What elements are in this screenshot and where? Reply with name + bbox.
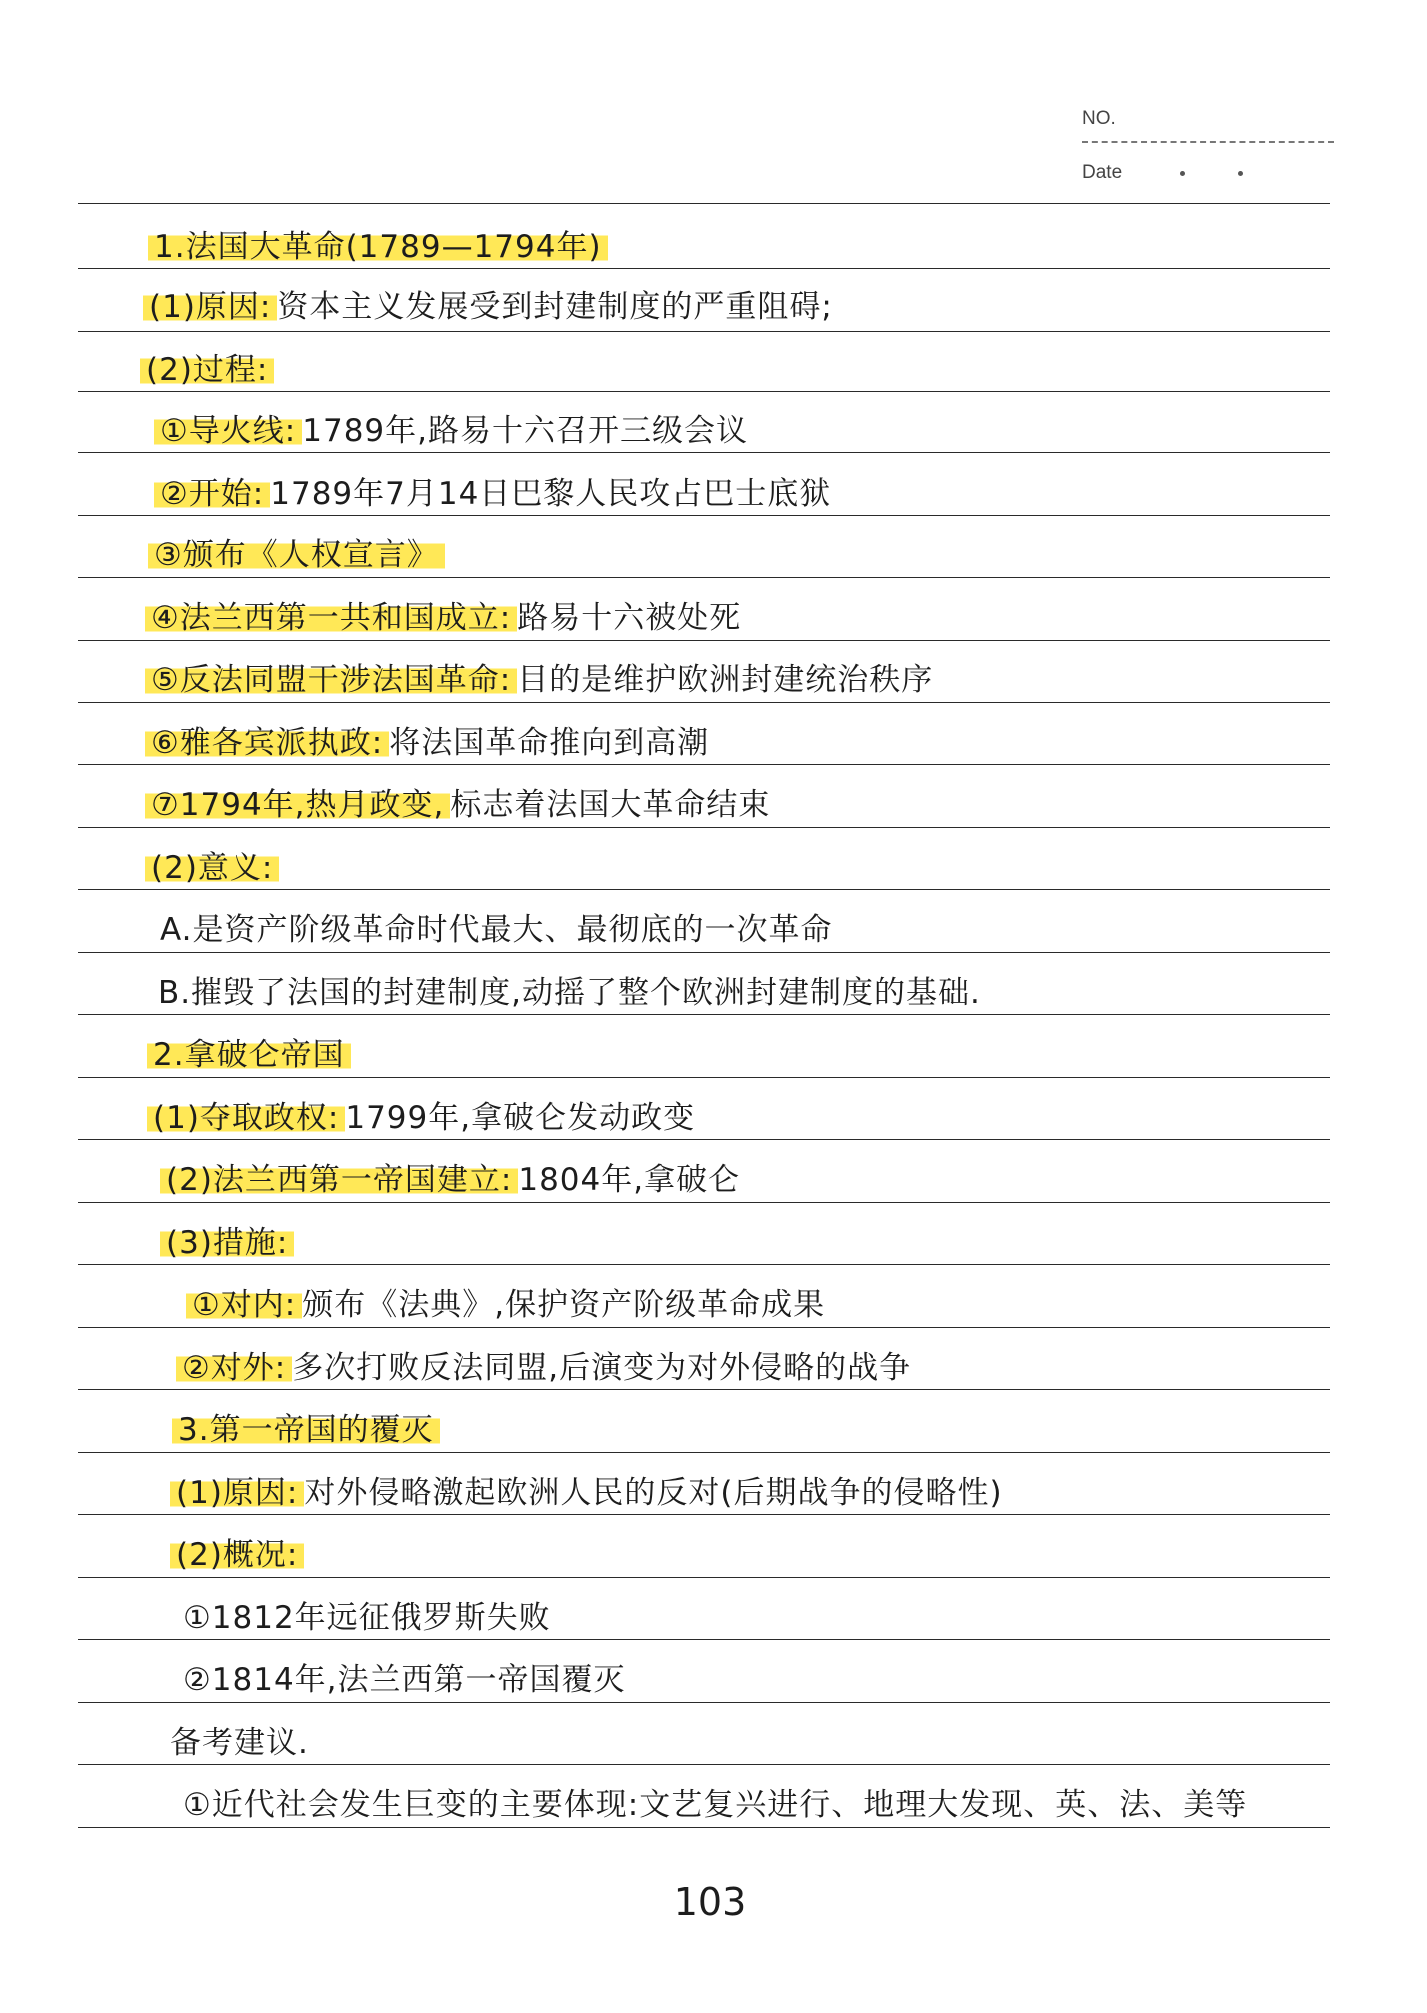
line-text: 1789年,路易十六召开三级会议 (302, 413, 748, 449)
note-line (183, 1593, 551, 1643)
line-text: 对外侵略激起欧洲人民的反对(后期战争的侵略性) (304, 1475, 1003, 1511)
note-line (143, 282, 833, 332)
highlighted-text: (1)原因: (170, 1475, 304, 1511)
note-line (154, 406, 748, 456)
highlighted-text: ②开始: (154, 476, 270, 512)
highlighted-text: 3.第一帝国的覆灭 (172, 1412, 440, 1448)
no-dotted-line (1082, 141, 1334, 143)
highlighted-text: ②对外: (176, 1350, 292, 1386)
note-line (145, 780, 770, 830)
highlighted-text: ①导火线: (154, 413, 302, 449)
note-line (147, 1030, 351, 1080)
line-text: 1789年7月14日巴黎人民攻占巴士底狱 (270, 476, 832, 512)
note-line (145, 655, 933, 705)
note-line (160, 1218, 294, 1268)
line-text: 1799年,拿破仑发动政变 (345, 1100, 696, 1136)
line-text: 资本主义发展受到封建制度的严重阻碍; (277, 289, 833, 325)
highlighted-text: (2)意义: (145, 850, 279, 886)
highlighted-text: ⑦1794年,热月政变, (145, 787, 450, 823)
note-line (147, 1093, 695, 1143)
line-text: 将法国革命推向到高潮 (389, 725, 710, 761)
highlighted-text: (1)原因: (143, 289, 277, 325)
no-label: NO. (1082, 108, 1116, 129)
note-line (154, 469, 831, 519)
note-line (186, 1280, 825, 1330)
date-dot (1180, 171, 1185, 176)
highlighted-text: ④法兰西第一共和国成立: (145, 600, 517, 636)
highlighted-text: ⑤反法同盟干涉法国革命: (145, 662, 517, 698)
note-line (183, 1655, 626, 1705)
note-line (160, 1155, 740, 1205)
highlighted-text: ⑥雅各宾派执政: (145, 725, 389, 761)
line-text: ①近代社会发生巨变的主要体现:文艺复兴进行、地理大发现、英、法、美等 (183, 1787, 1248, 1823)
note-line (183, 1780, 1247, 1830)
highlighted-text: (2)法兰西第一帝国建立: (160, 1162, 518, 1198)
note-line (170, 1718, 309, 1768)
line-text: 目的是维护欧洲封建统治秩序 (517, 662, 934, 698)
line-text: ①1812年远征俄罗斯失败 (183, 1600, 551, 1636)
highlighted-text: ①对内: (186, 1287, 302, 1323)
highlighted-text: (2)概况: (170, 1537, 304, 1573)
line-text: ②1814年,法兰西第一帝国覆灭 (183, 1662, 626, 1698)
note-line (170, 1468, 1003, 1518)
line-text: 颁布《法典》,保护资产阶级革命成果 (302, 1287, 826, 1323)
highlighted-text: (2)过程: (140, 352, 274, 388)
highlighted-text: 1.法国大革命(1789—1794年) (148, 229, 608, 265)
date-dot (1238, 171, 1243, 176)
note-line (140, 345, 274, 395)
ruled-line (78, 203, 1330, 204)
note-line (148, 222, 608, 272)
line-text: 1804年,拿破仑 (518, 1162, 741, 1198)
note-line (145, 718, 709, 768)
note-line (148, 530, 445, 580)
date-label: Date (1082, 162, 1123, 183)
highlighted-text: ③颁布《人权宣言》 (148, 537, 445, 573)
highlighted-text: (3)措施: (160, 1225, 294, 1261)
line-text: 路易十六被处死 (517, 600, 742, 636)
line-text: 多次打败反法同盟,后演变为对外侵略的战争 (292, 1350, 912, 1386)
page-number: 103 (673, 1880, 747, 1924)
note-line (158, 968, 981, 1018)
highlighted-text: 2.拿破仑帝国 (147, 1037, 351, 1073)
line-text: 标志着法国大革命结束 (450, 787, 771, 823)
note-line (145, 843, 279, 893)
highlighted-text: (1)夺取政权: (147, 1100, 345, 1136)
line-text: B.摧毁了法国的封建制度,动摇了整个欧洲封建制度的基础. (158, 975, 981, 1011)
note-line (176, 1343, 911, 1393)
note-line (172, 1405, 440, 1455)
note-line (145, 593, 741, 643)
line-text: A.是资产阶级革命时代最大、最彻底的一次革命 (160, 912, 833, 948)
line-text: 备考建议. (170, 1725, 309, 1761)
note-line (160, 905, 833, 955)
note-line (170, 1530, 304, 1580)
